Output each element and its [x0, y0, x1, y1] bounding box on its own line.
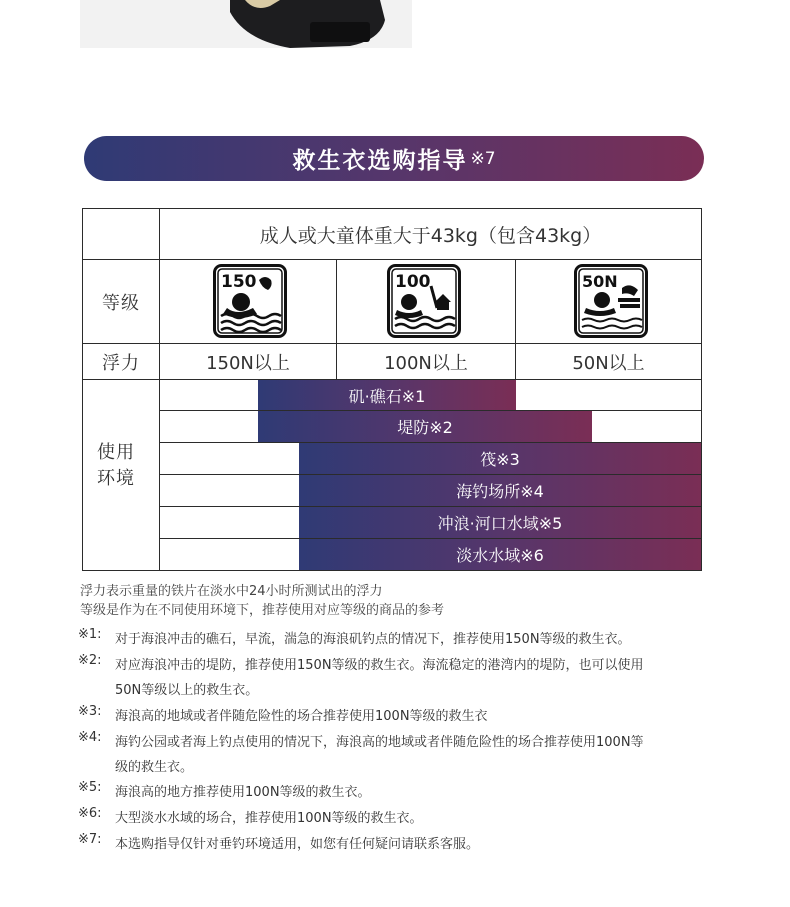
footnote: ※2: 对应海浪冲击的堤防，推荐使用150N等级的救生衣。海流稳定的港湾内的堤防，也可以使用 50N等级以上的救生衣。: [78, 653, 644, 698]
footnote: ※1: 对于海浪冲击的礁石，早流，湍急的海浪矶钓点的情况下，推荐使用150N等级的救生衣。: [78, 627, 631, 647]
note-line: 等级是作为在不同使用环境下，推荐使用对应等级的商品的参考: [80, 603, 445, 618]
buoyancy-row-label: 浮力: [102, 352, 140, 374]
footnote: ※4: 海钓公园或者海上钓点使用的情况下，海浪高的地域或者伴随危险性的场合推荐使用100N等 级的救生衣。: [78, 730, 644, 775]
footnote: ※6: 大型淡水水域的场合，推荐使用100N等级的救生衣。: [78, 806, 423, 826]
svg-text:50N: 50N: [582, 272, 618, 291]
page-title: 救生衣选购指导: [292, 148, 468, 174]
note-line: 浮力表示重量的铁片在淡水中24小时所测试出的浮力: [80, 584, 383, 599]
lifejacket-50n-icon: [574, 264, 648, 338]
footnote: ※7: 本选购指导仅针对垂钓环境适用，如您有任何疑问请联系客服。: [78, 832, 480, 852]
environment-bar: 堤防※2: [258, 411, 592, 442]
product-photo: [80, 0, 412, 48]
lifejacket-100n-icon: [387, 264, 461, 338]
svg-text:150: 150: [221, 272, 257, 292]
table-notes: [80, 582, 720, 620]
table-header: 成人或大童体重大于43kg（包含43kg）: [259, 224, 602, 247]
title-note: ※7: [470, 148, 496, 169]
buoyancy-100n: 100N以上: [384, 352, 468, 374]
environment-bar: 冲浪·河口水域※5: [299, 507, 701, 538]
footnote: ※3: 海浪高的地域或者伴随危险性的场合推荐使用100N等级的救生衣: [78, 704, 488, 724]
grade-row-label: 等级: [102, 292, 140, 314]
environment-bar: 淡水水域※6: [299, 539, 701, 570]
footnote: ※5: 海浪高的地方推荐使用100N等级的救生衣。: [78, 780, 371, 800]
lifejacket-150n-icon: [213, 264, 287, 338]
buoyancy-50n: 50N以上: [572, 352, 645, 374]
environment-bar: 海钓场所※4: [299, 475, 701, 506]
environment-row-label: 使用 环境: [97, 442, 135, 489]
buoyancy-150n: 150N以上: [206, 352, 290, 374]
svg-text:100: 100: [395, 272, 431, 292]
title-banner: [84, 136, 704, 181]
environment-bar: 矶·礁石※1: [258, 380, 516, 410]
environment-bar: 筏※3: [299, 443, 701, 474]
